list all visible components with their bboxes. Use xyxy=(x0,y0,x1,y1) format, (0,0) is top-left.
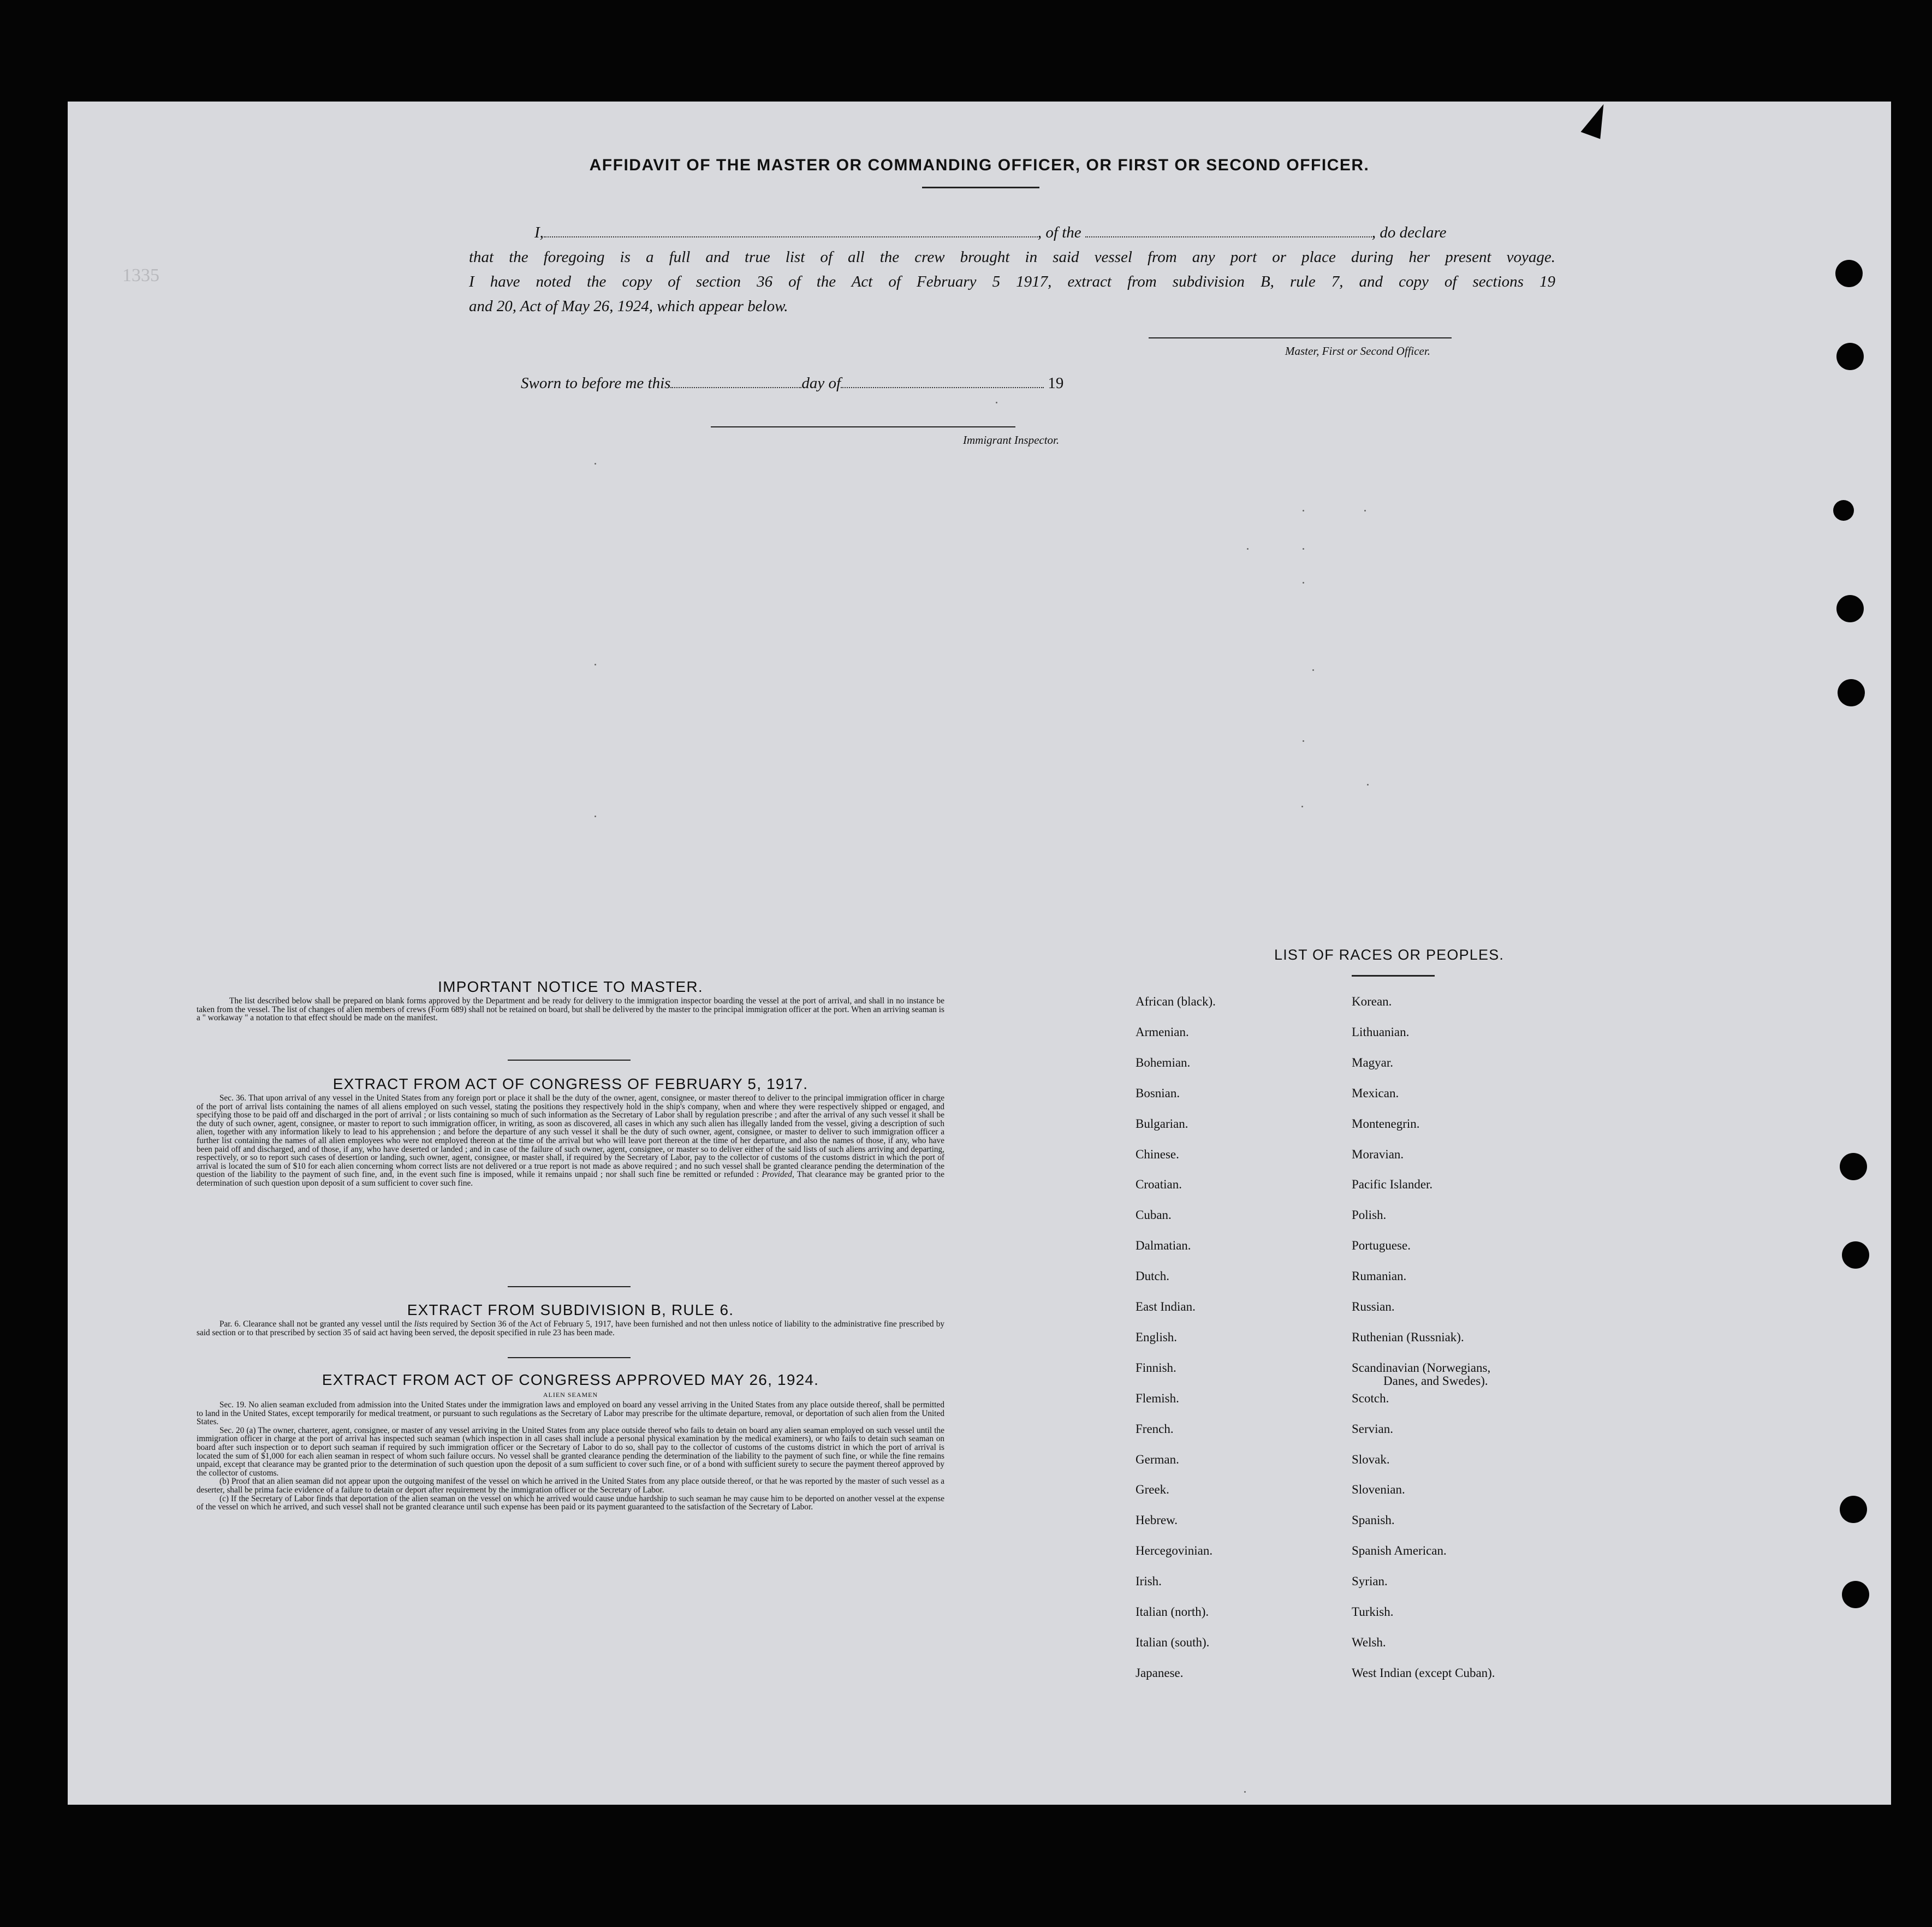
vessel-blank xyxy=(1085,236,1372,237)
master-signature-caption: Master, First or Second Officer. xyxy=(1285,344,1430,358)
extract-1917-text xyxy=(197,1094,944,1188)
title-underline xyxy=(922,187,1039,188)
race-item: Mexican. xyxy=(1352,1086,1399,1100)
affidavit-title: AFFIDAVIT OF THE MASTER OR COMMANDING OFFICER, OR FIRST OR SECOND OFFICER. xyxy=(589,156,1370,174)
scan-speck xyxy=(1247,548,1249,550)
races-title: LIST OF RACES OR PEOPLES. xyxy=(1274,947,1505,963)
race-item: West Indian (except Cuban). xyxy=(1352,1666,1495,1680)
race-item: Syrian. xyxy=(1352,1574,1388,1588)
punch-hole xyxy=(1842,1581,1869,1608)
scan-speck xyxy=(1364,510,1366,512)
race-right-continuation: Danes, and Swedes). xyxy=(1383,1374,1488,1388)
notice-title: IMPORTANT NOTICE TO MASTER. xyxy=(438,978,703,995)
race-item: Portuguese. xyxy=(1352,1239,1411,1252)
rule-6-body-a: Par. 6. Clearance shall not be granted any vessel until the xyxy=(219,1319,412,1329)
notice-text: The list described below shall be prepared on blank forms approved by the Department and be ready for delivery to the immigration inspector boarding the vessel at the port of arrival, and shall in no instance be taken from the vessel. The list of changes of alien members of crews (Form 689) shall not be retained on board, but shall be delivered by the master to the principal immigration officer at the port. When an arriving seaman is a " workaway " a notation to that effect should be made on the manifest. xyxy=(197,996,944,1023)
declaration-line-2: that the foregoing is a full and true list of all the crew brought in said vessel from any port or place during her present voyage. xyxy=(469,248,1555,266)
scan-speck xyxy=(1303,510,1304,512)
punch-hole xyxy=(1842,1241,1869,1269)
race-item: Montenegrin. xyxy=(1352,1117,1420,1131)
rule-6-text xyxy=(197,1320,944,1337)
inspector-caption: Immigrant Inspector. xyxy=(963,433,1060,447)
race-item: Pacific Islander. xyxy=(1352,1177,1433,1191)
scan-speck xyxy=(595,463,596,465)
inspector-signature-line xyxy=(711,426,1015,427)
race-item: African (black). xyxy=(1136,995,1216,1008)
race-item: Moravian. xyxy=(1352,1147,1404,1161)
race-item: Scandinavian (Norwegians, xyxy=(1352,1361,1491,1375)
extract-1917-end: That clearance may be granted prior to the determination of such question upon deposit of a sum sufficient to cover such fine. xyxy=(197,1170,944,1188)
day-blank xyxy=(670,386,801,388)
race-item: Croatian. xyxy=(1136,1177,1182,1191)
race-item: Finnish. xyxy=(1136,1361,1176,1375)
race-item: East Indian. xyxy=(1136,1300,1196,1313)
race-item: Hercegovinian. xyxy=(1136,1544,1213,1557)
extract-1924-title: EXTRACT FROM ACT OF CONGRESS APPROVED MAY 26, 1924. xyxy=(322,1371,819,1388)
race-item: Flemish. xyxy=(1136,1391,1179,1405)
extract-1917-title: EXTRACT FROM ACT OF CONGRESS OF FEBRUARY 5, 1917. xyxy=(332,1075,809,1092)
section-20b: (b) Proof that an alien seaman did not appear upon the outgoing manifest of the vessel on which he arrived in the United States from any place outside thereof, or that he was reported by the master of such vessel as a deserter, shall be prima facie evidence of a failure to detain or deport after requirement by the immigration officer or the Secretary of Labor. xyxy=(197,1477,944,1495)
declaration-line-4: and 20, Act of May 26, 1924, which appear below. xyxy=(469,298,788,315)
punch-hole xyxy=(1833,500,1854,521)
extract-1917-proviso: Provided, xyxy=(762,1170,794,1180)
scan-speck xyxy=(996,402,997,403)
race-item: Servian. xyxy=(1352,1422,1394,1436)
sworn-year: 19 xyxy=(1048,374,1064,392)
race-item: Dutch. xyxy=(1136,1269,1169,1283)
scan-speck xyxy=(595,816,596,817)
rule-6-body-b: required by Section 36 of the Act of February 5, 1917, have been furnished and not then unless notice of liability to the administrative fine prescribed by said section or to that prescribed by section 35 of said act having been served, the deposit specified in rule 23 has been made. xyxy=(197,1319,945,1337)
sworn-prefix: Sworn to before me this xyxy=(521,374,671,392)
sworn-line xyxy=(521,374,1063,392)
race-item: Cuban. xyxy=(1136,1208,1172,1222)
month-blank xyxy=(841,386,1044,388)
race-item: German. xyxy=(1136,1453,1179,1466)
race-item: Polish. xyxy=(1352,1208,1387,1222)
master-signature-line xyxy=(1149,337,1452,338)
scan-speck xyxy=(595,664,596,665)
punch-hole xyxy=(1835,260,1863,287)
declaration-do-declare: , do declare xyxy=(1371,224,1447,241)
extract-1924-text xyxy=(197,1401,944,1512)
race-item: Irish. xyxy=(1136,1574,1162,1588)
race-item: French. xyxy=(1136,1422,1174,1436)
scan-speck xyxy=(1301,806,1303,807)
race-item: Italian (north). xyxy=(1136,1605,1209,1619)
rule-6-title: EXTRACT FROM SUBDIVISION B, RULE 6. xyxy=(407,1301,734,1318)
margin-stamp: 1335 xyxy=(122,265,159,286)
race-item: Scotch. xyxy=(1352,1391,1389,1405)
declaration-i: I, xyxy=(534,224,544,241)
race-item: Slovak. xyxy=(1352,1453,1390,1466)
rule-6-divider xyxy=(508,1357,631,1358)
race-item: Spanish. xyxy=(1352,1513,1395,1527)
race-item: Bulgarian. xyxy=(1136,1117,1188,1131)
declaration-line-3: I have noted the copy of section 36 of the Act of February 5 1917, extract from subdivision B, rule 7, and copy of sections 19 xyxy=(469,273,1555,290)
race-item: English. xyxy=(1136,1330,1178,1344)
race-item: Ruthenian (Russniak). xyxy=(1352,1330,1464,1344)
race-item: Bohemian. xyxy=(1136,1056,1191,1069)
scan-speck xyxy=(1303,548,1304,550)
punch-hole xyxy=(1836,595,1864,622)
race-item: Hebrew. xyxy=(1136,1513,1178,1527)
scan-speck xyxy=(1244,1791,1246,1793)
race-item: Slovenian. xyxy=(1352,1483,1405,1496)
race-item: Welsh. xyxy=(1352,1635,1386,1649)
scan-speck xyxy=(1312,669,1314,671)
race-item: Italian (south). xyxy=(1136,1635,1210,1649)
race-item: Russian. xyxy=(1352,1300,1395,1313)
race-item: Magyar. xyxy=(1352,1056,1394,1069)
extract-1917-body: Sec. 36. That upon arrival of any vessel in the United States from any foreign port or place it shall be the duty of the owner, agent, consignee, or master thereof to deliver to the principal immigration officer in charge of the port of arrival lists containing the names of all aliens employed on such vessel, stating the positions they respectively hold in the ship's company, when and where they were respectively shipped or engaged, and specifying those to be paid off and discharged in the port of arrival ; or lists containing so much of such information as the Secretary of Labor shall by regulation prescribe ; and after the arrival of any such vessel it shall be the duty of such owner, agent, consignee, or master to report to such immigration officer, in writing, as soon as discovered, all cases in which any such alien has illegally landed from the vessel, giving a description of such alien, together with any information likely to lead to his apprehension ; and before the departure of any such vessel it shall be the duty of such owner, agent, consignee, or master to deliver to such immigration officer a further list containing the names of all alien employees who were not employed thereon at the time of the arrival but who will leave port thereon at the time of her departure, and also the names of those, if any, who have been paid off and discharged, and of those, if any, who have deserted or landed ; and in case of the failure of such owner, agent, consignee, or master so to deliver either of the said lists of such aliens arriving and departing, respectively, or so to report such cases of desertion or landing, such owner, agent, consignee, or master shall, if required by the Secretary of Labor, pay to the collector of customs of the customs district in which the port of arrival is located the sum of $10 for each alien concerning whom correct lists are not delivered or a true report is not made as above required ; and no such vessel shall be granted clearance pending the determination of the question of the liability to the payment of such fine, and, in the event such fine is imposed, while it remains unpaid ; nor shall such fine be remitted or refunded : xyxy=(197,1093,944,1180)
section-19: Sec. 19. No alien seaman excluded from admission into the United States under the immigration laws and employed on board any vessel arriving in the United States from any place outside thereof, shall be permitted to land in the United States, except temporarily for medical treatment, or pursuant to such regulations as the Secretary of Labor may prescribe for the ultimate departure, removal, or deportation of such alien from the United States. xyxy=(197,1400,944,1427)
race-item: Dalmatian. xyxy=(1136,1239,1191,1252)
section-20c: (c) If the Secretary of Labor finds that deportation of the alien seaman on the vessel on which he arrived would cause undue hardship to such seaman he may cause him to be deported on another vessel at the expense of the vessel on which he arrived, and such vessel shall not be granted clearance until such expense has been paid or its payment guaranteed to the satisfaction of the Secretary of Labor. xyxy=(197,1494,944,1512)
race-item: Rumanian. xyxy=(1352,1269,1407,1283)
race-item: Korean. xyxy=(1352,995,1392,1008)
race-item: Greek. xyxy=(1136,1483,1169,1496)
declaration-line-1 xyxy=(469,221,1555,245)
scan-speck xyxy=(1367,784,1369,786)
race-item: Lithuanian. xyxy=(1352,1025,1410,1039)
rule-6-lists: lists xyxy=(414,1319,428,1329)
race-item: Bosnian. xyxy=(1136,1086,1180,1100)
punch-hole xyxy=(1840,1496,1867,1523)
punch-hole xyxy=(1836,343,1864,370)
race-item: Spanish American. xyxy=(1352,1544,1447,1557)
declaration-of-the: , of the xyxy=(1037,224,1081,241)
extract-1917-divider xyxy=(508,1286,631,1287)
section-20a: Sec. 20 (a) The owner, charterer, agent, consignee, or master of any vessel arriving in the United States from any place outside thereof who fails to detain on board any alien seaman employed on such vessel until the immigration officer in charge at the port of arrival has inspected such seaman (which inspection in all cases shall include a personal physical examination by the medical examiners), or who fails to detain such seaman on board after such inspection or to deport such seaman if required by such immigration officer or the Secretary of Labor to do so, shall pay to the collector of customs of the customs district in which the port of arrival is located the sum of $1,000 for each alien seaman in respect of whom such failure occurs. No vessel shall be granted clearance pending the determination of the liability to the payment of such fine, or while the fine remains unpaid, except that clearance may be granted prior to the determination of such question upon the deposit of a sum sufficient to cover such fine, or of a bond with sufficient surety to secure the payment thereof approved by the collector of customs. xyxy=(197,1425,944,1478)
punch-hole xyxy=(1840,1153,1867,1180)
form-page xyxy=(68,102,1891,1805)
scan-speck xyxy=(1303,582,1304,584)
scan-speck xyxy=(1303,740,1304,742)
race-item: Japanese. xyxy=(1136,1666,1184,1680)
notice-divider xyxy=(508,1060,631,1061)
race-item: Chinese. xyxy=(1136,1147,1179,1161)
race-item: Armenian. xyxy=(1136,1025,1189,1039)
name-blank xyxy=(544,236,1038,237)
races-title-underline xyxy=(1352,975,1435,977)
race-item: Turkish. xyxy=(1352,1605,1394,1619)
sworn-day-of: day of xyxy=(801,374,841,392)
alien-seamen-subtitle: ALIEN SEAMEN xyxy=(543,1391,598,1399)
punch-hole xyxy=(1838,679,1865,706)
